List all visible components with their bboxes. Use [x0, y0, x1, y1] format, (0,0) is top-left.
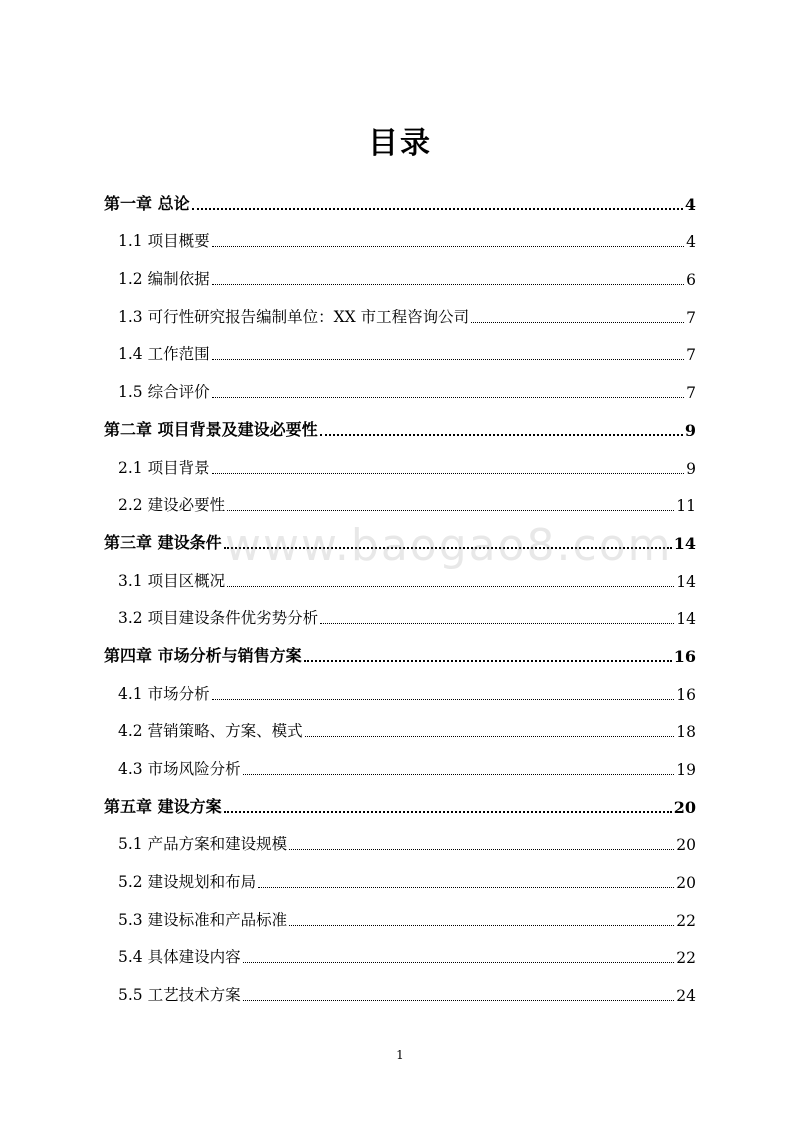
- toc-entry-label: 第二章 项目背景及建设必要性: [104, 419, 318, 439]
- toc-entry-label: 第四章 市场分析与销售方案: [104, 645, 302, 665]
- toc-section-entry[interactable]: [104, 370, 696, 408]
- toc-section-entry[interactable]: [104, 973, 696, 1011]
- toc-entry-label: 第三章 建设条件: [104, 532, 222, 552]
- toc-entry-page: 20: [676, 874, 696, 893]
- toc-section-entry[interactable]: [104, 484, 696, 522]
- toc-dot-leader: [212, 246, 685, 247]
- toc-entry-label: 4.2 营销策略、方案、模式: [118, 722, 303, 741]
- toc-entry-label: 5.3 建设标准和产品标准: [118, 910, 288, 929]
- toc-section-entry[interactable]: [104, 257, 696, 295]
- toc-entry-page: 6: [686, 271, 696, 290]
- toc-dot-leader: [243, 1000, 675, 1001]
- toc-dot-leader: [289, 925, 674, 926]
- toc-dot-leader: [212, 473, 685, 474]
- toc-entry-page: 16: [673, 646, 696, 666]
- toc-entry-page: 4: [684, 194, 696, 214]
- toc-entry-label: 5.5 工艺技术方案: [118, 986, 241, 1005]
- toc-section-entry[interactable]: [104, 597, 696, 635]
- toc-chapter-entry[interactable]: [104, 182, 696, 220]
- toc-section-entry[interactable]: [104, 710, 696, 748]
- toc-entry-label: 3.2 项目建设条件优劣势分析: [118, 609, 319, 628]
- toc-entry-label: 4.3 市场风险分析: [118, 760, 241, 778]
- toc-chapter-entry[interactable]: [104, 408, 696, 446]
- toc-entry-page: 14: [673, 533, 696, 553]
- toc-entry-page: 16: [676, 685, 696, 704]
- toc-entry-page: 9: [684, 420, 696, 440]
- toc-entry-page: 7: [686, 308, 696, 327]
- toc-dot-leader: [227, 586, 674, 587]
- toc-section-entry[interactable]: [104, 333, 696, 371]
- toc-entry-label: 2.2 建设必要性: [118, 496, 226, 515]
- toc-dot-leader: [243, 962, 675, 963]
- toc-dot-leader: [320, 434, 683, 436]
- toc-entry-page: 9: [686, 459, 696, 478]
- toc-entry-label: 第一章 总论: [104, 193, 190, 213]
- toc-section-entry[interactable]: [104, 672, 696, 710]
- toc-entry-page: 14: [676, 610, 696, 629]
- toc-entry-page: 7: [686, 346, 696, 365]
- toc-section-entry[interactable]: [104, 446, 696, 484]
- toc-dot-leader: [258, 887, 674, 888]
- toc-entry-page: 24: [676, 987, 696, 1006]
- toc-dot-leader: [471, 322, 684, 323]
- toc-entry-page: 4: [686, 233, 696, 252]
- toc-entry-page: 18: [676, 723, 696, 742]
- toc-dot-leader: [305, 736, 675, 737]
- toc-entry-label: 1.2 编制依据: [118, 270, 210, 289]
- toc-section-entry[interactable]: [104, 898, 696, 936]
- toc-entry-page: 20: [676, 836, 696, 855]
- toc-section-entry[interactable]: [104, 860, 696, 898]
- toc-dot-leader: [212, 284, 685, 285]
- toc-entry-page: 11: [676, 497, 696, 516]
- toc-chapter-entry[interactable]: [104, 785, 696, 823]
- toc-section-entry[interactable]: [104, 747, 696, 785]
- toc-entry-page: 22: [676, 949, 696, 968]
- toc-entry-label: 1.5 综合评价: [118, 383, 210, 402]
- toc-section-entry[interactable]: [104, 295, 696, 333]
- page-number: 1: [396, 1048, 404, 1062]
- toc-dot-leader: [212, 397, 685, 398]
- toc-entry-page: 19: [676, 761, 696, 779]
- toc-chapter-entry[interactable]: [104, 634, 696, 672]
- toc-dot-leader: [192, 208, 683, 210]
- toc-entry-label: 2.1 项目背景: [118, 458, 210, 477]
- toc-entry-label: 4.1 市场分析: [118, 684, 210, 703]
- toc-entry-label: 第五章 建设方案: [104, 796, 222, 816]
- toc-dot-leader: [243, 774, 675, 775]
- toc-entry-page: 14: [676, 572, 696, 591]
- toc-entry-label: 5.4 具体建设内容: [118, 948, 241, 967]
- toc-section-entry[interactable]: [104, 823, 696, 861]
- toc-entry-label: 1.4 工作范围: [118, 345, 210, 364]
- toc-entry-label: 1.3 可行性研究报告编制单位：XX 市工程咨询公司: [118, 307, 470, 326]
- toc-dot-leader: [212, 359, 685, 360]
- toc-dot-leader: [212, 699, 675, 700]
- table-of-contents: [104, 182, 696, 1011]
- toc-dot-leader: [289, 849, 674, 850]
- toc-entry-page: 7: [686, 384, 696, 403]
- toc-entry-page: 20: [673, 797, 696, 817]
- toc-dot-leader: [320, 623, 674, 624]
- page-title: 目录: [368, 126, 432, 161]
- toc-dot-leader: [224, 811, 672, 813]
- toc-entry-page: 22: [676, 911, 696, 930]
- toc-entry-label: 5.1 产品方案和建设规模: [118, 835, 288, 854]
- toc-dot-leader: [304, 660, 672, 662]
- toc-section-entry[interactable]: [104, 936, 696, 974]
- toc-entry-label: 3.1 项目区概况: [118, 571, 226, 590]
- toc-entry-label: 5.2 建设规划和布局: [118, 873, 257, 892]
- toc-dot-leader: [227, 510, 674, 511]
- toc-entry-label: 1.1 项目概要: [118, 232, 210, 251]
- watermark: www.baogao8.com: [225, 520, 673, 571]
- toc-section-entry[interactable]: [104, 220, 696, 258]
